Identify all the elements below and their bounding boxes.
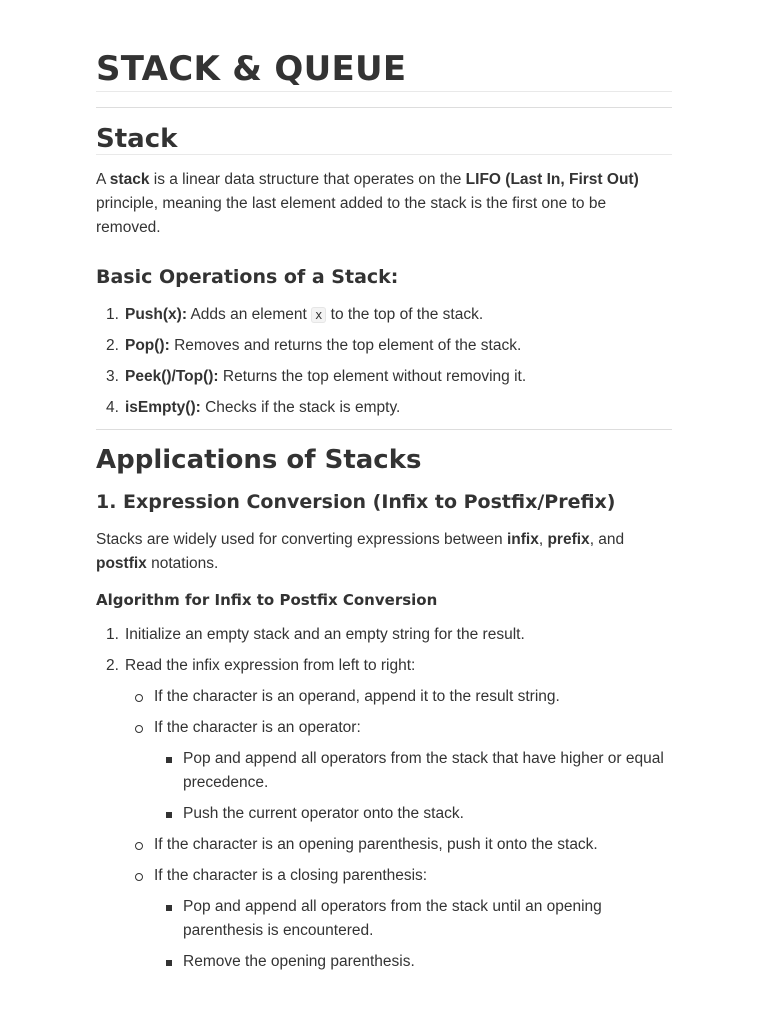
item-number: 3. xyxy=(106,368,119,385)
operation-name: Pop(): xyxy=(125,337,170,354)
prefix-term: prefix xyxy=(547,531,590,548)
operation-desc: Removes and returns the top element of the stack. xyxy=(169,337,522,354)
list-item xyxy=(96,623,672,647)
operation-name: Push(x): xyxy=(125,306,187,323)
infix-term: infix xyxy=(506,531,539,548)
rule-text: If the character is an operand, append it to the result string. xyxy=(154,688,560,705)
square-bullet-icon xyxy=(166,812,172,818)
lifo-term: LIFO (Last In, First Out) xyxy=(465,171,639,188)
rule-text: If the character is a closing parenthesis: xyxy=(154,867,428,884)
item-number: 2. xyxy=(106,657,119,674)
operation-desc: to the top of the stack. xyxy=(326,306,484,323)
title-underline xyxy=(96,91,672,92)
intro-text: is a linear data structure that operates on the xyxy=(149,171,466,188)
square-bullet-icon xyxy=(166,905,172,911)
rule-text: Pop and append all operators from the stack that have higher or equal precedence. xyxy=(183,750,664,791)
intro-text: A xyxy=(96,171,110,188)
rule-text: If the character is an opening parenthesis, push it onto the stack. xyxy=(154,836,598,853)
intro-text: principle, meaning the last element added to the stack is the first one to be removed. xyxy=(96,195,607,236)
list-item xyxy=(96,950,672,974)
para-text: notations. xyxy=(146,555,219,572)
rule-text: Remove the opening parenthesis. xyxy=(183,953,415,970)
square-bullet-icon xyxy=(166,960,172,966)
circle-bullet-icon xyxy=(135,873,143,881)
operation-desc: Checks if the stack is empty. xyxy=(200,399,401,416)
inline-code: x xyxy=(311,307,326,323)
list-item xyxy=(96,864,672,888)
list-item xyxy=(96,396,672,420)
step-text: Initialize an empty stack and an empty string for the result. xyxy=(125,626,525,643)
document-title: STACK & QUEUE xyxy=(96,49,407,89)
item-number: 4. xyxy=(106,399,119,416)
stack-term: stack xyxy=(109,171,150,188)
read-rules-list xyxy=(96,685,672,974)
step-text: Read the infix expression from left to right: xyxy=(125,657,416,674)
list-item xyxy=(96,654,672,678)
square-bullet-icon xyxy=(166,757,172,763)
rule-text: Pop and append all operators from the stack until an opening parenthesis is encountered. xyxy=(183,898,602,939)
circle-bullet-icon xyxy=(135,694,143,702)
operation-name: Peek()/Top(): xyxy=(125,368,219,385)
section-divider xyxy=(96,429,672,430)
item-number: 1. xyxy=(106,626,119,643)
expression-conversion-heading: 1. Expression Conversion (Infix to Postfix/Prefix) xyxy=(96,491,616,513)
algorithm-heading: Algorithm for Infix to Postfix Conversion xyxy=(96,591,438,609)
list-item xyxy=(96,833,672,857)
list-item xyxy=(96,895,672,943)
item-number: 1. xyxy=(106,306,119,323)
list-item xyxy=(96,802,672,826)
stack-heading-underline xyxy=(96,154,672,155)
para-text: Stacks are widely used for converting expressions between xyxy=(96,531,507,548)
list-item xyxy=(96,716,672,740)
basic-operations-heading: Basic Operations of a Stack: xyxy=(96,266,399,288)
operation-desc: Adds an element xyxy=(187,306,312,323)
rule-text: If the character is an operator: xyxy=(154,719,361,736)
rule-text: Push the current operator onto the stack. xyxy=(183,805,464,822)
circle-bullet-icon xyxy=(135,725,143,733)
stack-intro-paragraph xyxy=(96,168,672,240)
operation-name: isEmpty(): xyxy=(125,399,201,416)
para-text: , xyxy=(538,531,548,548)
divider xyxy=(96,107,672,108)
expression-conversion-paragraph xyxy=(96,528,672,576)
circle-bullet-icon xyxy=(135,842,143,850)
list-item xyxy=(96,747,672,795)
list-item xyxy=(96,685,672,709)
para-text: , and xyxy=(589,531,625,548)
operations-list xyxy=(96,303,672,420)
applications-heading: Applications of Stacks xyxy=(96,445,422,475)
list-item xyxy=(96,365,672,389)
list-item xyxy=(96,303,672,327)
item-number: 2. xyxy=(106,337,119,354)
algorithm-steps-list xyxy=(96,623,672,678)
stack-heading: Stack xyxy=(96,124,178,154)
postfix-term: postfix xyxy=(96,555,147,572)
operation-desc: Returns the top element without removing it. xyxy=(218,368,527,385)
list-item xyxy=(96,334,672,358)
document-page xyxy=(96,0,672,974)
